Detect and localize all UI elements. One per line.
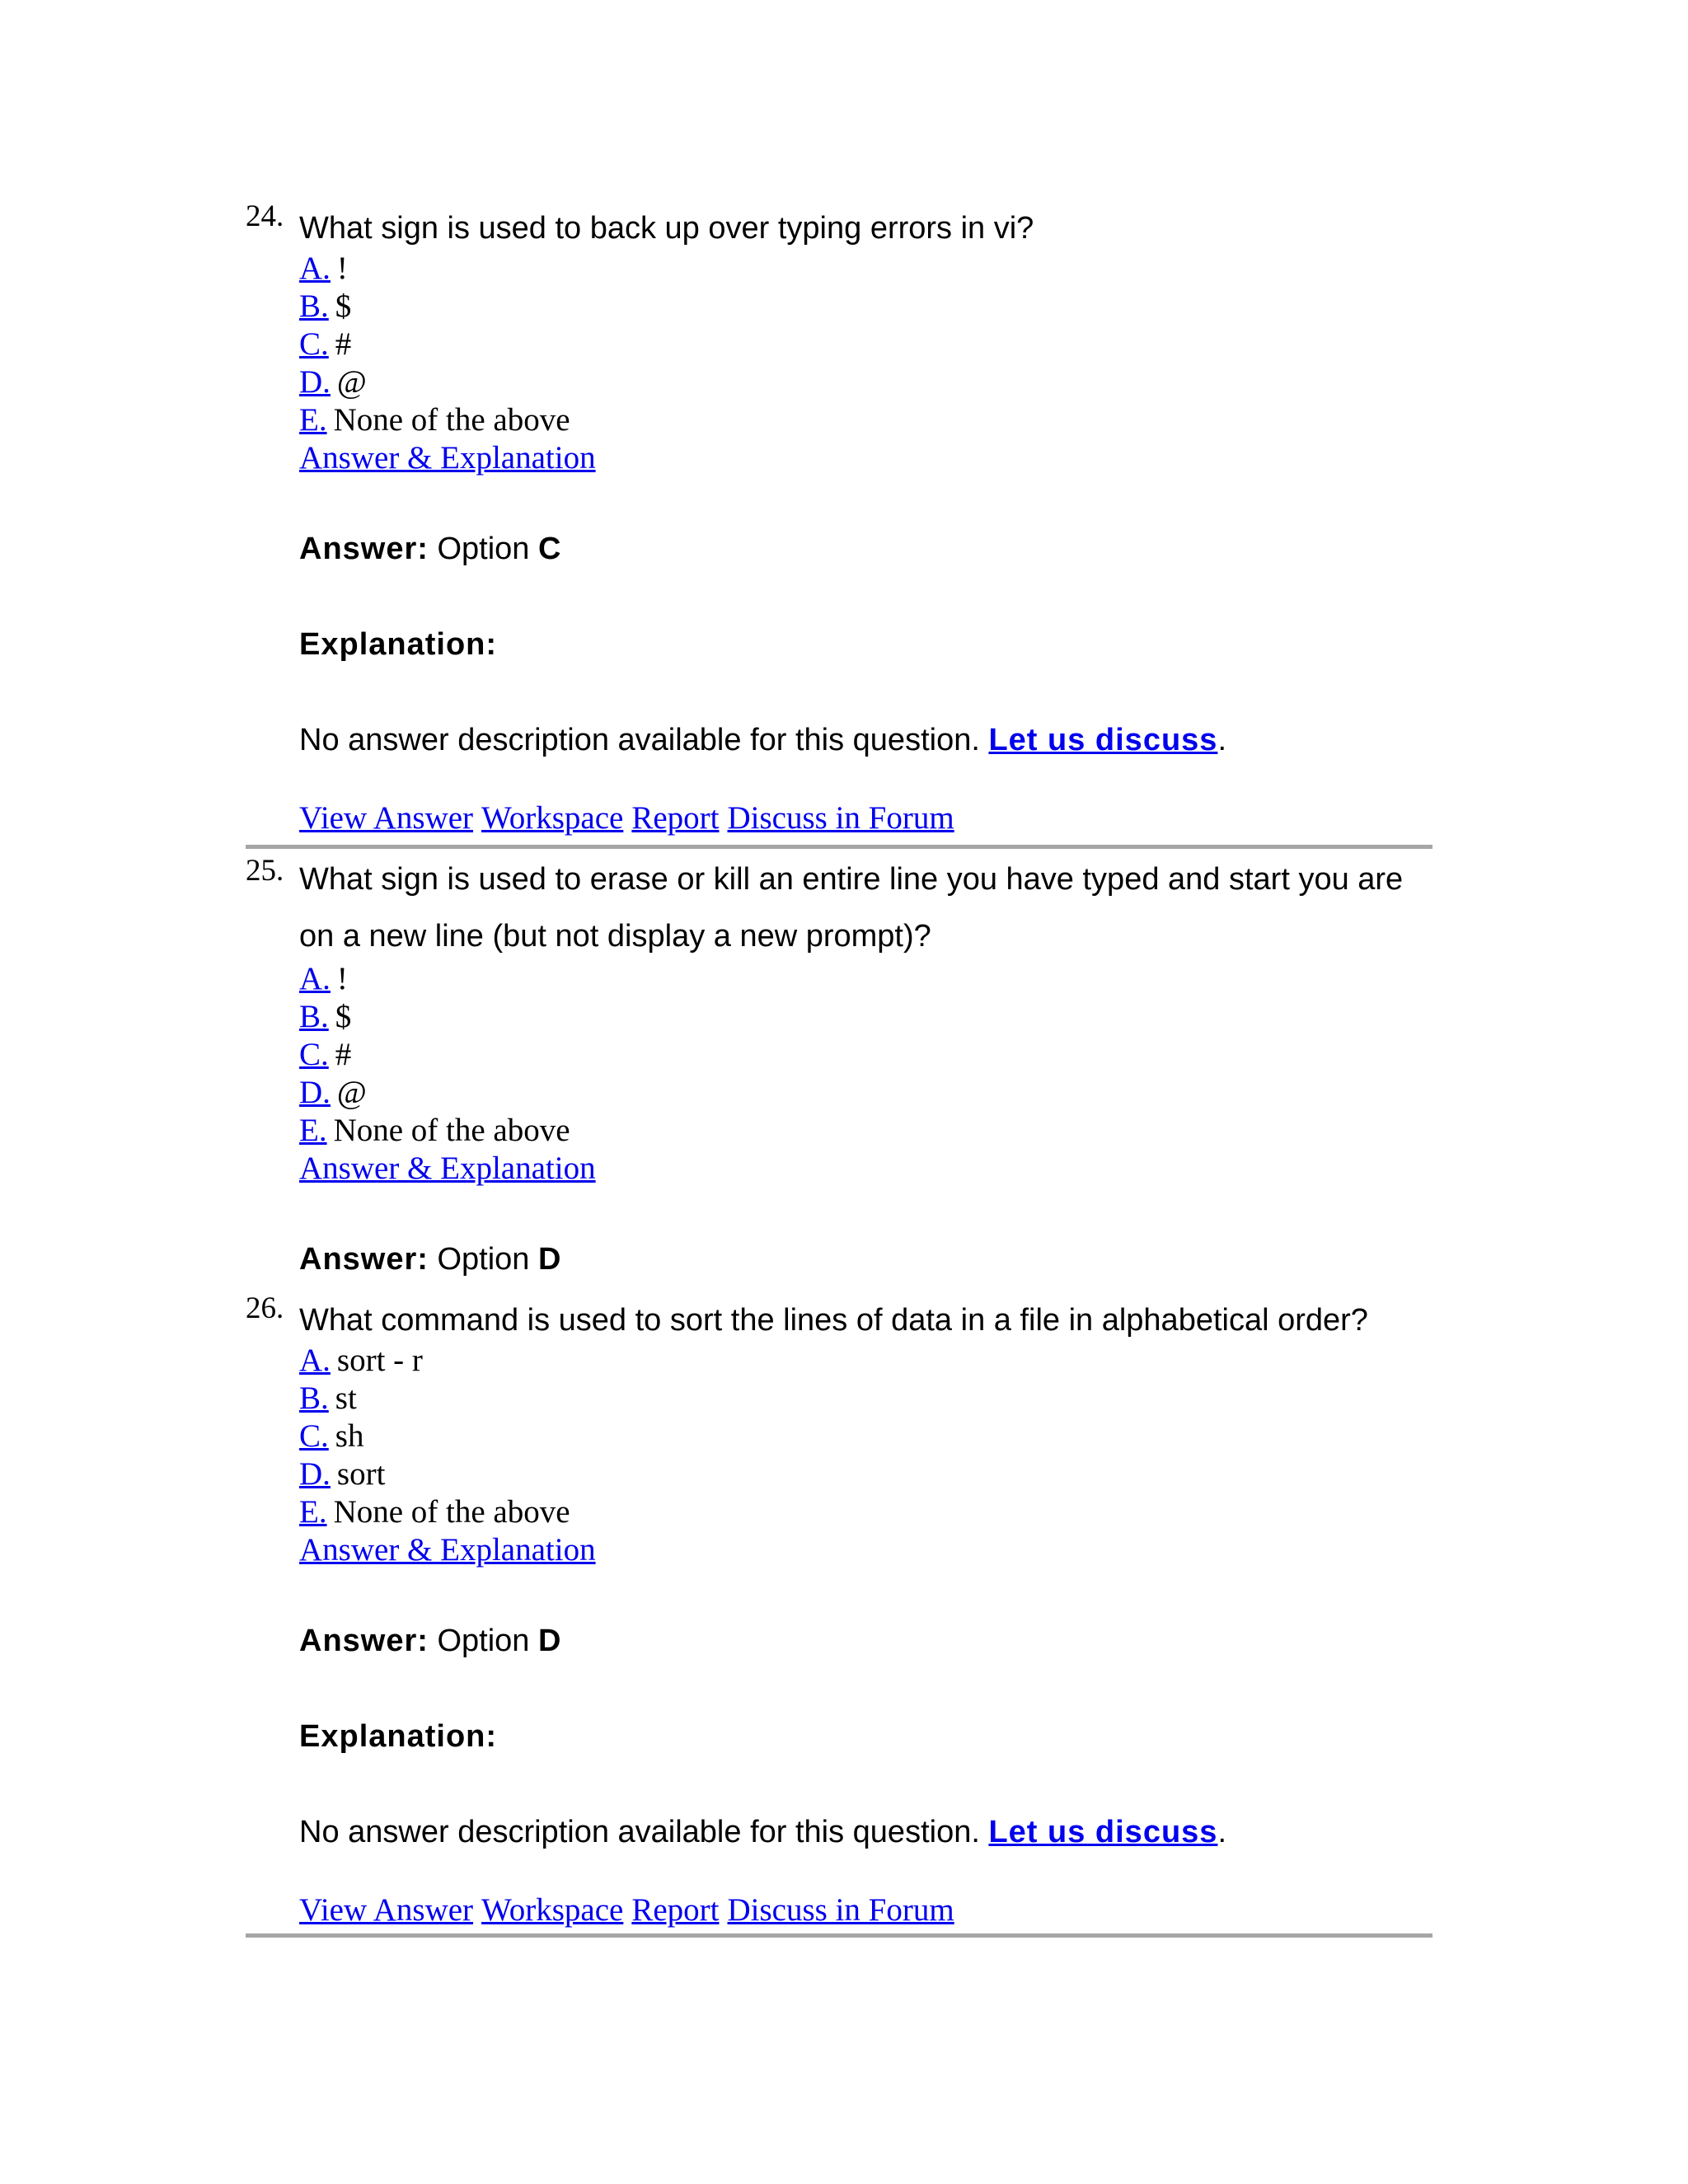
question-number: 24. (246, 199, 284, 233)
answer-line (299, 530, 1432, 568)
option-d-link[interactable]: D. (299, 1075, 331, 1110)
answer-explanation-link[interactable]: Answer & Explanation (299, 1532, 596, 1568)
option-e (299, 401, 1432, 439)
option-a (299, 1342, 1432, 1380)
option-c-value: # (335, 1037, 352, 1072)
option-b-value: $ (335, 288, 352, 324)
report-link[interactable]: Report (631, 1892, 720, 1928)
options-list (299, 960, 1432, 1150)
answer-line (299, 1622, 1432, 1660)
answer-line (299, 1240, 1432, 1278)
option-e-link[interactable]: E. (299, 1113, 327, 1148)
option-d (299, 1074, 1432, 1112)
option-b-value: $ (335, 999, 352, 1034)
option-b-link[interactable]: B. (299, 1380, 329, 1416)
options-list (299, 1342, 1432, 1531)
option-a (299, 960, 1432, 998)
question-footer-links (299, 799, 1432, 837)
answer-explanation-link[interactable]: Answer & Explanation (299, 440, 596, 476)
option-c (299, 1036, 1432, 1074)
workspace-link[interactable]: Workspace (481, 1892, 624, 1928)
option-d-value: @ (336, 1075, 367, 1110)
question-text: What sign is used to back up over typing errors in vi? (299, 211, 1034, 246)
option-c (299, 326, 1432, 363)
options-list (299, 250, 1432, 439)
answer-label: Answer: (299, 1242, 429, 1277)
question-number: 26. (246, 1291, 284, 1325)
question-text: What command is used to sort the lines of data in a file in alphabetical order? (299, 1303, 1368, 1338)
view-answer-link[interactable]: View Answer (299, 1892, 474, 1928)
answer-explanation-link[interactable]: Answer & Explanation (299, 1151, 596, 1186)
divider (246, 1933, 1432, 1938)
answer-option: D (538, 1624, 561, 1658)
option-d (299, 1455, 1432, 1493)
option-e-link[interactable]: E. (299, 402, 327, 438)
question-text: What sign is used to erase or kill an entire line you have typed and start you are on a new line (but not display a new prompt)? (299, 862, 1404, 954)
question-26 (246, 1292, 1432, 1929)
option-a-link[interactable]: A. (299, 1343, 331, 1378)
option-e (299, 1112, 1432, 1150)
option-d-link[interactable]: D. (299, 364, 331, 400)
divider (246, 845, 1432, 849)
option-a-value: ! (336, 251, 348, 286)
answer-label: Answer: (299, 532, 429, 566)
answer-text: Option (437, 1624, 530, 1658)
view-answer-link[interactable]: View Answer (299, 800, 474, 836)
option-c-link[interactable]: C. (299, 326, 329, 362)
explanation-body: No answer description available for this question. Let us discuss. (299, 1815, 1226, 1849)
option-a (299, 250, 1432, 288)
answer-option: C (538, 532, 561, 566)
report-link[interactable]: Report (631, 800, 720, 836)
option-a-link[interactable]: A. (299, 961, 331, 996)
explanation-text: No answer description available for this question. (299, 723, 980, 757)
option-e-link[interactable]: E. (299, 1494, 327, 1530)
let-us-discuss-link[interactable]: Let us discuss (988, 1815, 1218, 1849)
question-24 (246, 200, 1432, 837)
option-a-value: ! (336, 961, 348, 996)
option-c-link[interactable]: C. (299, 1037, 329, 1072)
answer-label: Answer: (299, 1624, 429, 1658)
discuss-in-forum-link[interactable]: Discuss in Forum (727, 800, 954, 836)
option-e-value: None of the above (333, 1494, 570, 1530)
answer-text: Option (437, 532, 530, 566)
question-number: 25. (246, 854, 284, 888)
discuss-in-forum-link[interactable]: Discuss in Forum (727, 1892, 954, 1928)
option-e-value: None of the above (333, 1113, 570, 1148)
option-d (299, 363, 1432, 401)
option-b-link[interactable]: B. (299, 999, 329, 1034)
let-us-discuss-link[interactable]: Let us discuss (988, 723, 1218, 757)
option-e (299, 1493, 1432, 1531)
option-b (299, 998, 1432, 1036)
option-d-link[interactable]: D. (299, 1456, 331, 1492)
option-b-link[interactable]: B. (299, 288, 329, 324)
option-c-link[interactable]: C. (299, 1418, 329, 1454)
option-c (299, 1418, 1432, 1455)
option-e-value: None of the above (333, 402, 570, 438)
explanation-body: No answer description available for this question. Let us discuss. (299, 723, 1226, 757)
option-c-value: # (335, 326, 352, 362)
option-d-value: sort (336, 1456, 386, 1492)
workspace-link[interactable]: Workspace (481, 800, 624, 836)
option-b (299, 1380, 1432, 1418)
answer-text: Option (437, 1242, 530, 1277)
option-b-value: st (335, 1380, 357, 1416)
explanation-text: No answer description available for this question. (299, 1815, 980, 1849)
option-a-link[interactable]: A. (299, 251, 331, 286)
question-25 (246, 855, 1432, 1278)
explanation-heading: Explanation: (299, 1719, 498, 1754)
explanation-heading: Explanation: (299, 627, 498, 662)
option-a-value: sort - r (336, 1343, 423, 1378)
answer-option: D (538, 1242, 561, 1277)
option-b (299, 288, 1432, 326)
option-c-value: sh (335, 1418, 364, 1454)
option-d-value: @ (336, 364, 367, 400)
question-footer-links (299, 1891, 1432, 1929)
